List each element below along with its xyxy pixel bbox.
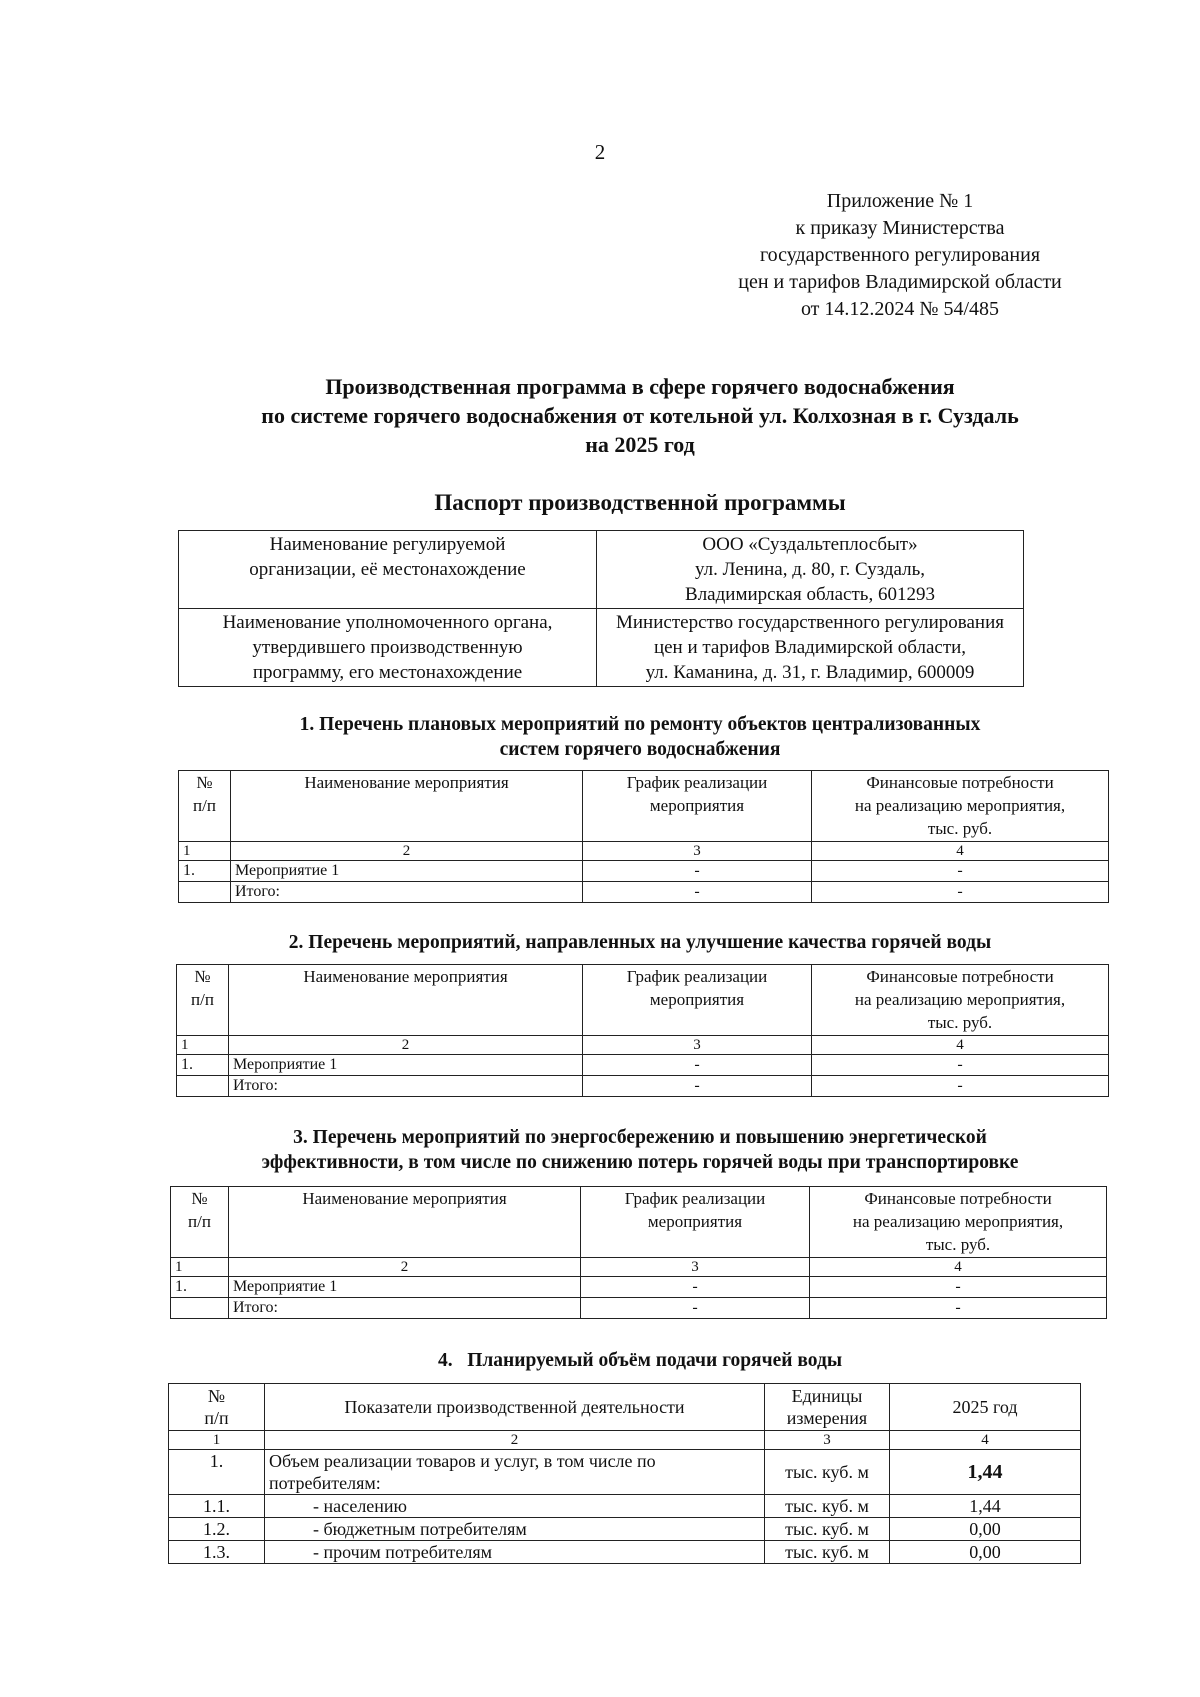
- header-schedule: График реализации мероприятия: [581, 1187, 810, 1258]
- passport-row: [179, 609, 1024, 687]
- header-schedule: График реализации мероприятия: [583, 771, 812, 842]
- header-units: Единицы измерения: [765, 1384, 890, 1431]
- header-finance: Финансовые потребности на реализацию мероприятия, тыс. руб.: [812, 771, 1109, 842]
- section4-table: [168, 1383, 1081, 1564]
- header-finance: Финансовые потребности на реализацию мероприятия, тыс. руб.: [812, 965, 1109, 1036]
- appendix-line: Приложение № 1: [826, 190, 974, 212]
- header-num: № п/п: [177, 965, 229, 1036]
- header-num: № п/п: [179, 771, 231, 842]
- passport-value: ООО «Суздальтеплосбыт» ул. Ленина, д. 80, г. Суздаль, Владимирская область, 601293: [597, 531, 1024, 609]
- table-row: 1.2. - бюджетным потребителям тыс. куб. м 0,00: [169, 1518, 1081, 1541]
- passport-label: Наименование регулируемой организации, её местонахождение: [179, 531, 597, 609]
- header-name: Наименование мероприятия: [231, 771, 583, 842]
- table-header-row: [179, 771, 1109, 842]
- appendix-block: [700, 188, 1100, 323]
- table-header-row: [171, 1187, 1107, 1258]
- section4-title: 4. Планируемый объём подачи горячей воды: [437, 1350, 843, 1371]
- table-header-row: [169, 1384, 1081, 1431]
- page-number: 2: [594, 140, 606, 164]
- section1-table: [178, 770, 1109, 903]
- column-number-row: 1 2 3 4: [171, 1258, 1107, 1277]
- header-schedule: График реализации мероприятия: [583, 965, 812, 1036]
- passport-label: Наименование уполномоченного органа, утвердившего производственную программу, его местонахождение: [179, 609, 597, 687]
- total-row: Итого: - -: [179, 882, 1109, 903]
- table-row: 1. Мероприятие 1 - -: [179, 861, 1109, 882]
- appendix-line: к приказу Министерства: [795, 217, 1005, 239]
- total-row: Итого: - -: [177, 1076, 1109, 1097]
- table-row: 1. Мероприятие 1 - -: [171, 1277, 1107, 1298]
- header-indicators: Показатели производственной деятельности: [265, 1384, 765, 1431]
- section3-title: 3. Перечень мероприятий по энергосбережению и повышению энергетической эффективности, в том числе по снижению потерь горячей воды при транспортировке: [261, 1127, 1019, 1173]
- table-row: 1.3. - прочим потребителям тыс. куб. м 0,00: [169, 1541, 1081, 1564]
- column-number-row: 1 2 3 4: [179, 842, 1109, 861]
- table-header-row: [177, 965, 1109, 1036]
- section2-table: [176, 964, 1109, 1097]
- table-row: 1. Объем реализации товаров и услуг, в том числе по потребителям: тыс. куб. м 1,44: [169, 1450, 1081, 1495]
- header-name: Наименование мероприятия: [229, 965, 583, 1036]
- document-title: [160, 372, 1120, 459]
- table-row: 1. Мероприятие 1 - -: [177, 1055, 1109, 1076]
- section2-title: 2. Перечень мероприятий, направленных на улучшение качества горячей воды: [288, 932, 992, 953]
- section1-title: 1. Перечень плановых мероприятий по ремонту объектов централизованных систем горячего водоснабжения: [299, 714, 981, 760]
- title-line: Производственная программа в сфере горячего водоснабжения: [325, 374, 955, 399]
- title-line: на 2025 год: [585, 432, 695, 457]
- section3-table: [170, 1186, 1107, 1319]
- title-line: по системе горячего водоснабжения от котельной ул. Колхозная в г. Суздаль: [261, 403, 1019, 428]
- header-name: Наименование мероприятия: [229, 1187, 581, 1258]
- header-num: № п/п: [169, 1384, 265, 1431]
- passport-heading: Паспорт производственной программы: [434, 490, 846, 515]
- header-finance: Финансовые потребности на реализацию мероприятия, тыс. руб.: [810, 1187, 1107, 1258]
- appendix-line: цен и тарифов Владимирской области: [738, 271, 1062, 293]
- column-number-row: 1 2 3 4: [169, 1431, 1081, 1450]
- total-row: Итого: - -: [171, 1298, 1107, 1319]
- passport-value: Министерство государственного регулирования цен и тарифов Владимирской области, ул. Каманина, д. 31, г. Владимир, 600009: [597, 609, 1024, 687]
- passport-row: [179, 531, 1024, 609]
- table-row: 1.1. - населению тыс. куб. м 1,44: [169, 1495, 1081, 1518]
- appendix-line: государственного регулирования: [759, 244, 1041, 266]
- header-num: № п/п: [171, 1187, 229, 1258]
- column-number-row: 1 2 3 4: [177, 1036, 1109, 1055]
- appendix-line: от 14.12.2024 № 54/485: [800, 298, 1000, 320]
- passport-table: [178, 530, 1024, 687]
- header-year: 2025 год: [890, 1384, 1081, 1431]
